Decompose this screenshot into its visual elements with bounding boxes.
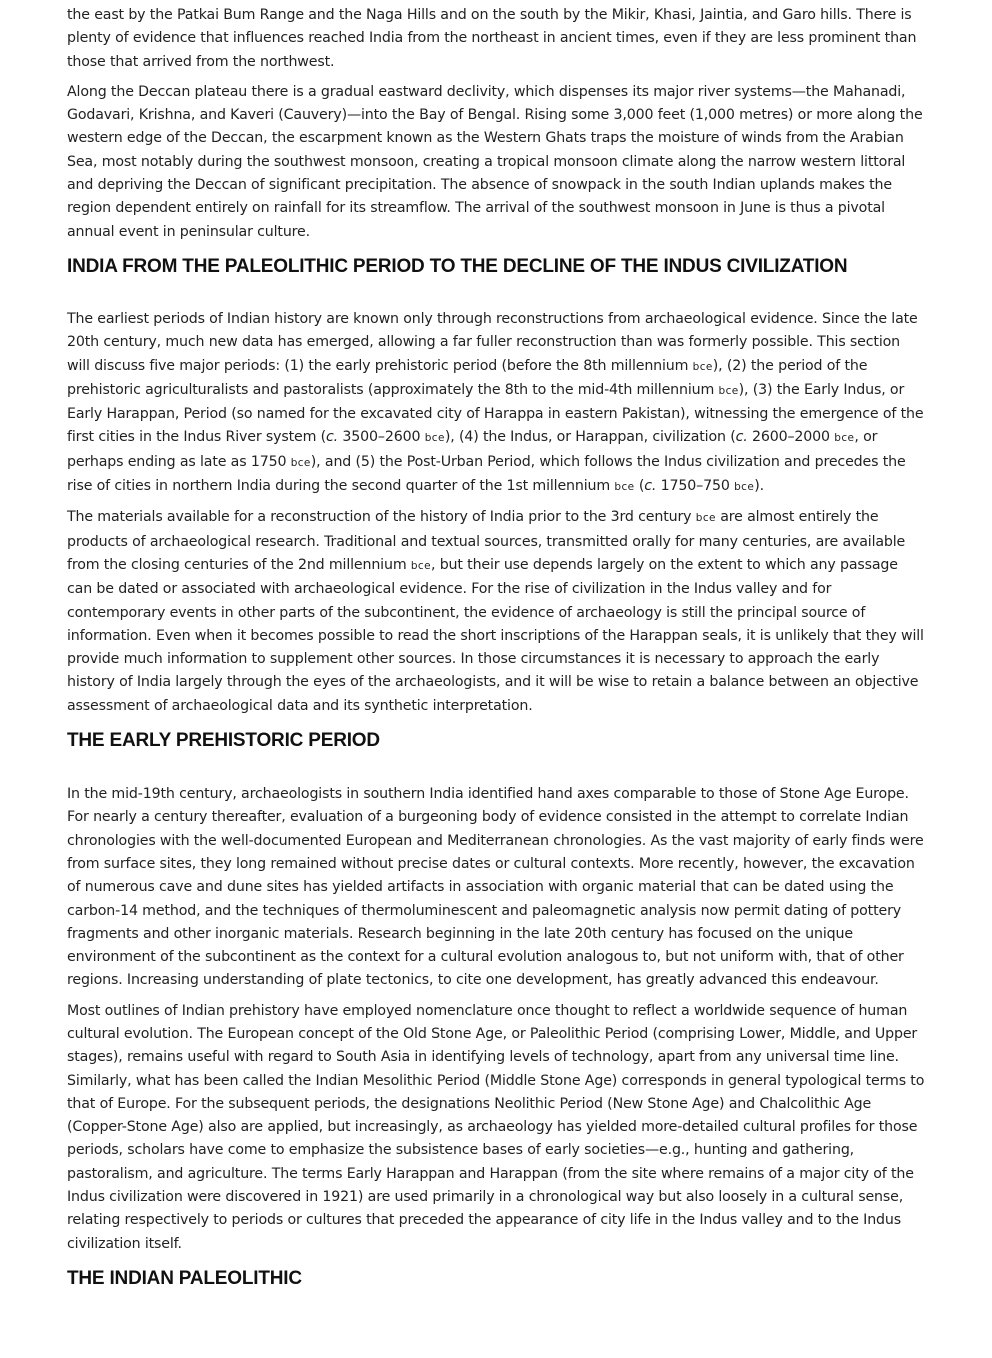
- text-run: , or perhaps ending as late as 1750: [67, 429, 878, 470]
- text-run: ).: [754, 478, 764, 495]
- circa-abbr: c.: [326, 429, 339, 446]
- text-run: ), (2) the period of the prehistoric agriculturalists and pastoralists (approximately the 8th to the mid-4th millennium: [67, 357, 868, 398]
- intro-paragraph-2: Along the Deccan plateau there is a gradual eastward declivity, which dispenses its major river systems—the Mahanadi, Godavari, Krishna, and Kaveri (Cauvery)—into the Bay of Bengal. Rising some 3,000 feet (1,000 metres) or more along the western edge of the Deccan, the escarpment known as the Western Ghats traps the moisture of winds from the Arabian Sea, most notably during the southwest monsoon, creating a tropical monsoon climate along the narrow western littoral and depriving the Deccan of significant precipitation. The absence of snowpack in the south Indian uplands makes the region dependent entirely on rainfall for its streamflow. The arrival of the southwest monsoon in June is thus a pivotal annual event in peninsular culture.: [67, 83, 923, 240]
- text-run: ), (3) the Early Indus, or Early Harappan, Period (so named for the excavated city of Harappa in eastern Pakistan), witnessing the emergence of the first cities in the Indus River system (: [67, 381, 924, 446]
- era-abbr: bce: [410, 559, 431, 572]
- text-run: ), and (5) the Post-Urban Period, which follows the Indus civilization and precedes the rise of cities in northern India during the second quarter of the 1st millennium: [67, 453, 906, 495]
- era-abbr: bce: [834, 432, 855, 445]
- era-abbr: bce: [734, 481, 755, 494]
- era-abbr: bce: [424, 432, 445, 445]
- text-run: 1750–750: [656, 478, 735, 495]
- section-heading-indian-paleolithic: THE INDIAN PALEOLITHIC: [67, 1267, 302, 1289]
- text-run: (: [634, 478, 645, 495]
- prehistoric-paragraph-1: In the mid-19th century, archaeologists in southern India identified hand axes comparable to those of Stone Age Europe. For nearly a century thereafter, evaluation of a burgeoning body of evidence consisted in the attempt to correlate Indian chronologies with the well-documented European and Mediterranean chronologies. As the vast majority of early finds were from surface sites, they long remained without precise dates or cultural contexts. More recently, however, the excavation of numerous cave and dune sites has yielded artifacts in association with organic material that can be dated using the carbon-14 method, and the techniques of thermoluminescent and paleomagnetic analysis now permit dating of pottery fragments and other inorganic materials. Research beginning in the late 20th century has focused on the unique environment of the subcontinent as the context for a cultural evolution analogous to, but not uniform with, that of other regions. Increasing understanding of plate tectonics, to cite one development, has greatly advanced this endeavour.: [67, 786, 924, 989]
- section-heading-paleolithic-to-indus: INDIA FROM THE PALEOLITHIC PERIOD TO THE DECLINE OF THE INDUS CIVILIZATION: [67, 255, 848, 277]
- section-heading-early-prehistoric: THE EARLY PREHISTORIC PERIOD: [67, 730, 380, 752]
- era-abbr: bce: [692, 360, 713, 373]
- era-abbr: bce: [718, 384, 739, 397]
- text-run: 3500–2600: [338, 429, 425, 446]
- text-run: are almost entirely the products of archaeological research. Traditional and textual sources, transmitted orally for many centuries, are available from the closing centuries of the 2nd millennium: [67, 509, 906, 573]
- periods-paragraph: [67, 308, 926, 499]
- prehistoric-paragraph-2: Most outlines of Indian prehistory have employed nomenclature once thought to reflect a worldwide sequence of human cultural evolution. The European concept of the Old Stone Age, or Paleolithic Period (comprising Lower, Middle, and Upper stages), remains useful with regard to South Asia in identifying levels of technology, apart from any universal time line. Similarly, what has been called the Indian Mesolithic Period (Middle Stone Age) corresponds in general typological terms to that of Europe. For the subsequent periods, the designations Neolithic Period (New Stone Age) and Chalcolithic Age (Copper-Stone Age) also are applied, but increasingly, as archaeology has yielded more-detailed cultural profiles for those periods, scholars have come to emphasize the subsistence bases of early societies—e.g., hunting and gathering, pastoralism, and agriculture. The terms Early Harappan and Harappan (from the site where remains of a major city of the Indus civilization were discovered in 1921) are used primarily in a chronological way but also loosely in a cultural sense, relating respectively to periods or cultures that preceded the appearance of city life in the Indus valley and to the Indus civilization itself.: [67, 1002, 925, 1252]
- text-run: ), (4) the Indus, or Harappan, civilization (: [444, 429, 736, 446]
- circa-abbr: c.: [644, 478, 657, 495]
- sources-paragraph: [67, 506, 926, 718]
- text-run: The materials available for a reconstruction of the history of India prior to the 3rd century: [67, 509, 696, 526]
- era-abbr: bce: [614, 481, 635, 494]
- era-abbr: bce: [695, 512, 716, 525]
- intro-paragraph-1: the east by the Patkai Bum Range and the Naga Hills and on the south by the Mikir, Khasi, Jaintia, and Garo hills. There is plenty of evidence that influences reached India from the northeast in ancient times, even if they are less prominent than those that arrived from the northwest.: [67, 7, 917, 70]
- circa-abbr: c.: [735, 429, 748, 446]
- era-abbr: bce: [290, 456, 311, 469]
- text-run: , but their use depends largely on the extent to which any passage can be dated or associated with archaeological evidence. For the rise of civilization in the Indus valley and for contemporary events in other parts of the subcontinent, the evidence of archaeology is still the principal source of information. Even when it becomes possible to read the short inscriptions of the Harappan seals, it is unlikely that they will provide much information to supplement other sources. In those circumstances it is necessary to approach the early history of India largely through the eyes of the archaeologists, and it will be wise to retain a balance between an objective assessment of archaeological data and its synthetic interpretation.: [67, 556, 924, 714]
- text-run: 2600–2000: [747, 429, 835, 446]
- text-run: The earliest periods of Indian history are known only through reconstructions from archaeological evidence. Since the late 20th century, much new data has emerged, allowing a far fuller reconstruction than was formerly possible. This section will discuss five major periods: (1) the early prehistoric period (before the 8th millennium: [67, 310, 918, 374]
